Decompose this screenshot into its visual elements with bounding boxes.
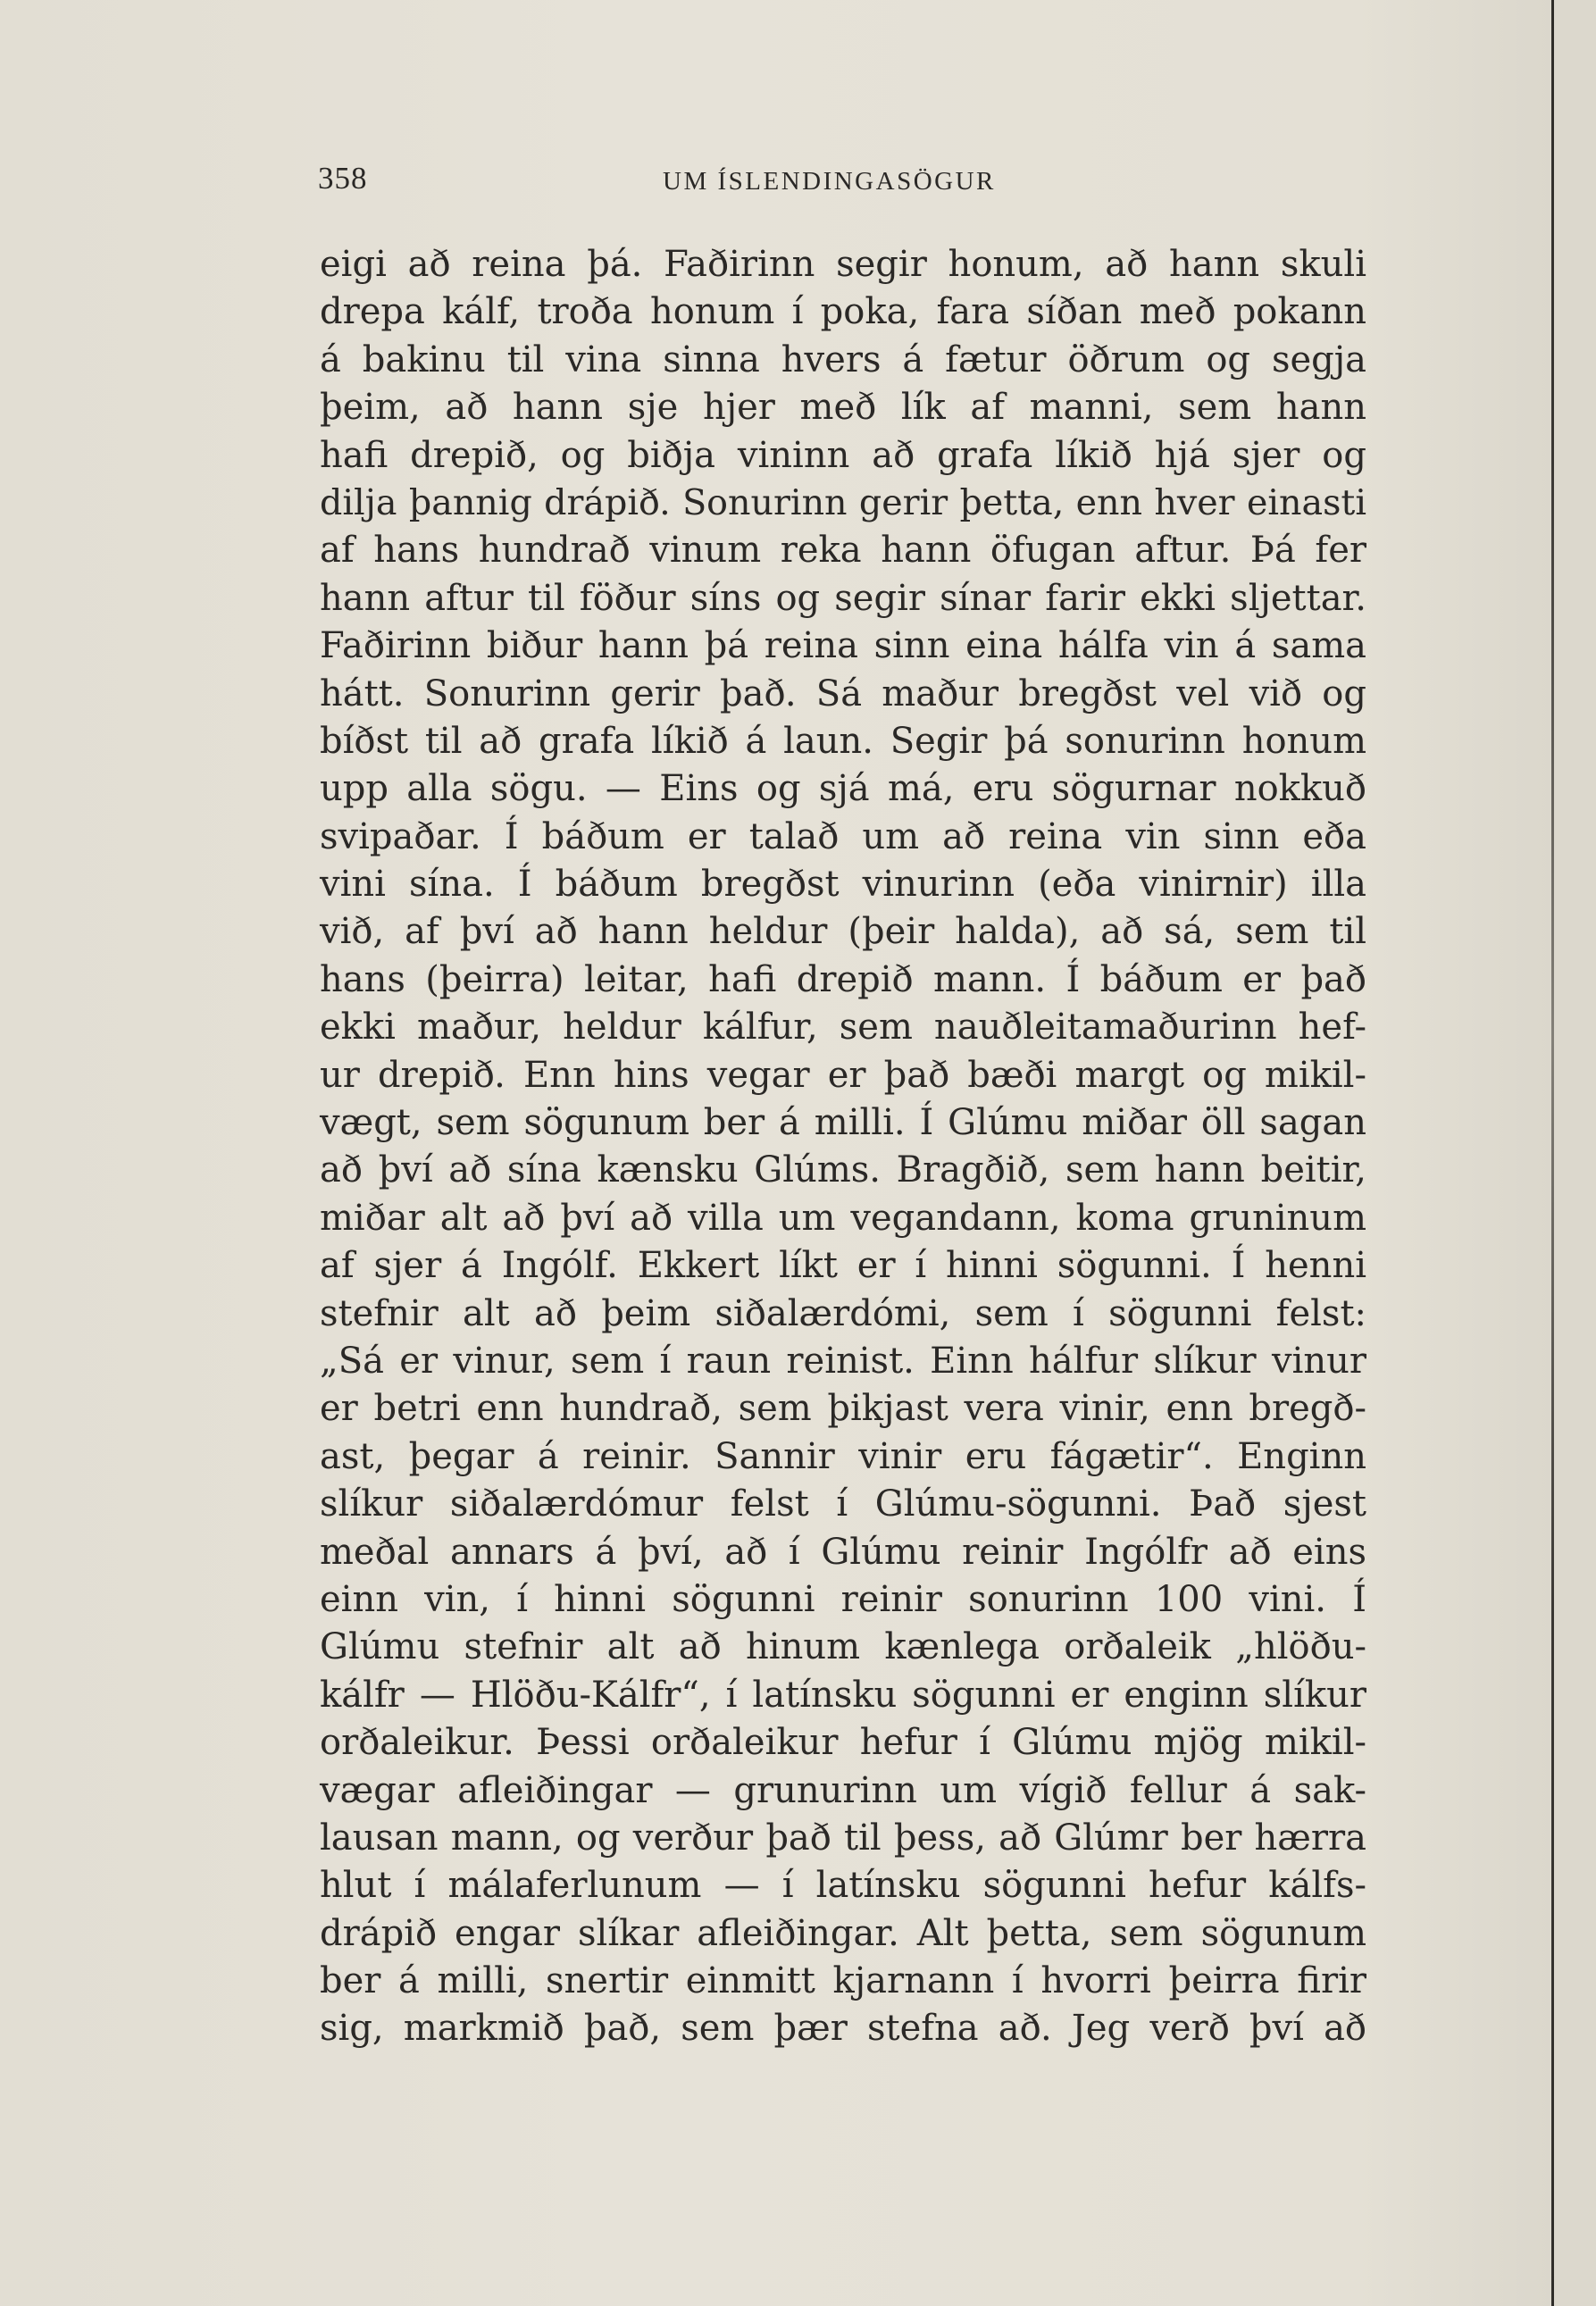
binding-edge-line [1551,0,1554,2306]
text-line: hann aftur til föður síns og segir sínar farir ekki sljettar. [320,577,1366,619]
text-line: hátt. Sonurinn gerir það. Sá maður bregðst vel við og [320,673,1366,714]
text-line: af hans hundrað vinum reka hann öfugan aftur. Þá fer [320,530,1366,572]
text-line: dilja þannig drápið. Sonurinn gerir þetta, enn hver einasti [320,481,1366,523]
text-line: upp alla sögu. — Eins og sjá má, eru sögurnar nokkuð [320,768,1366,810]
text-line: vægt, sem sögunum ber á milli. Í Glúmu miðar öll sagan [320,1102,1366,1144]
text-line: af sjer á Ingólf. Ekkert líkt er í hinni sögunni. Í henni [320,1245,1366,1287]
text-line: ast, þegar á reinir. Sannir vinir eru fágætir“. Enginn [320,1435,1366,1477]
page-edge [1554,0,1596,2306]
text-line: orðaleikur. Þessi orðaleikur hefur í Glúmu mjög mikil- [320,1722,1366,1764]
text-line: hafi drepið, og biðja vininn að grafa líkið hjá sjer og [320,434,1366,476]
text-line: ekki maður, heldur kálfur, sem nauðleitamaðurinn hef- [320,1007,1366,1049]
text-line: einn vin, í hinni sögunni reinir sonurinn 100 vini. Í [320,1578,1366,1620]
text-line: stefnir alt að þeim siðalærdómi, sem í sögunni felst: [320,1292,1366,1334]
text-line: við, af því að hann heldur (þeir halda), að sá, sem til [320,911,1366,953]
text-line: ur drepið. Enn hins vegar er það bæði margt og mikil- [320,1054,1366,1096]
text-line: drápið engar slíkar afleiðingar. Alt þetta, sem sögunum [320,1912,1366,1954]
page-number: 358 [318,161,368,196]
text-line: að því að sína kænsku Glúms. Bragðið, sem hann beitir, [320,1149,1366,1191]
text-line: bíðst til að grafa líkið á laun. Segir þá sonurinn honum [320,720,1366,762]
text-line: hans (þeirra) leitar, hafi drepið mann. Í báðum er það [320,958,1366,1000]
text-line: „Sá er vinur, sem í raun reinist. Einn hálfur slíkur vinur [320,1340,1366,1382]
text-line: sig, markmið það, sem þær stefna að. Jeg verð því að [320,2008,1366,2050]
text-line: meðal annars á því, að í Glúmu reinir Ingólfr að eins [320,1531,1366,1573]
text-line: vini sína. Í báðum bregðst vinurinn (eða vinirnir) illa [320,864,1366,906]
text-line: Glúmu stefnir alt að hinum kænlega orðaleik „hlöðu- [320,1626,1366,1668]
text-line: lausan mann, og verður það til þess, að Glúmr ber hærra [320,1817,1366,1859]
text-line: drepa kálf, troða honum í poka, fara síðan með pokann [320,291,1366,333]
text-line: hlut í málaferlunum — í latínsku sögunni hefur kálfs- [320,1865,1366,1907]
text-line: á bakinu til vina sinna hvers á fætur öðrum og segja [320,338,1366,380]
page-header [318,154,1372,207]
text-line: þeim, að hann sje hjer með lík af manni, sem hann [320,387,1366,429]
body-text [320,241,1366,2053]
text-line: vægar afleiðingar — grunurinn um vígið fellur á sak- [320,1769,1366,1811]
text-line: svipaðar. Í báðum er talað um að reina vin sinn eða [320,815,1366,857]
running-head: UM ÍSLENDINGASÖGUR [663,167,996,196]
text-line: miðar alt að því að villa um vegandann, koma gruninum [320,1197,1366,1239]
text-line: ber á milli, snertir einmitt kjarnann í hvorri þeirra firir [320,1960,1366,2002]
text-line: eigi að reina þá. Faðirinn segir honum, að hann skuli [320,244,1366,285]
text-line: Faðirinn biður hann þá reina sinn eina hálfa vin á sama [320,625,1366,667]
text-line: slíkur siðalærdómur felst í Glúmu-sögunni. Það sjest [320,1483,1366,1525]
text-line: kálfr — Hlöðu-Kálfr“, í latínsku sögunni er enginn slíkur [320,1674,1366,1716]
text-line: er betri enn hundrað, sem þikjast vera vinir, enn bregð- [320,1388,1366,1430]
